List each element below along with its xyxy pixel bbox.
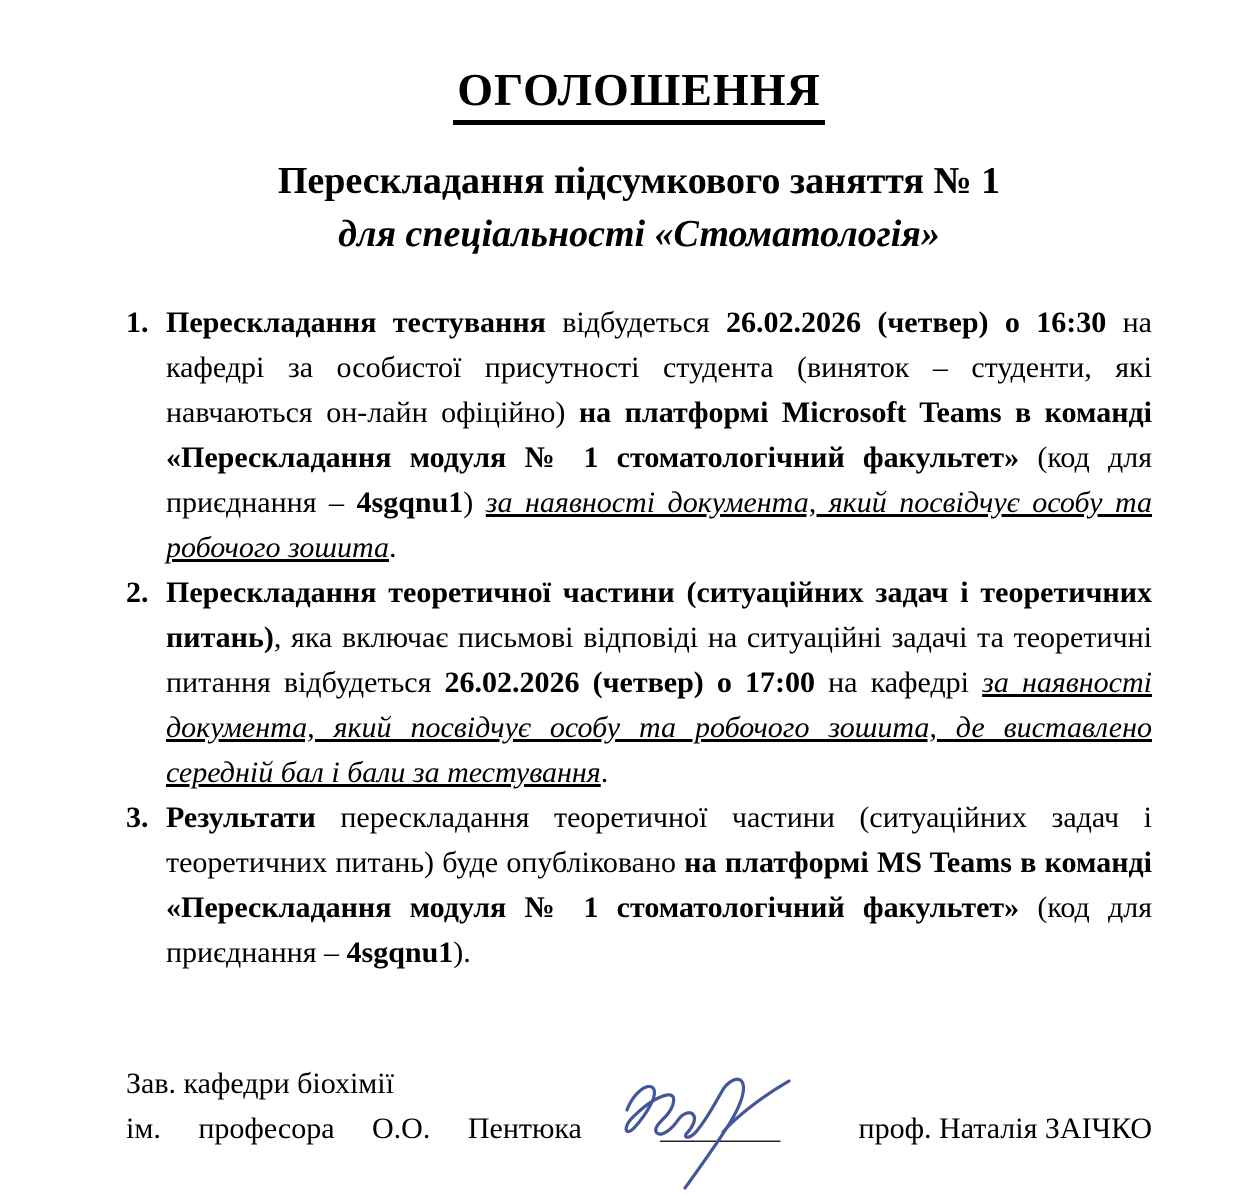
- announcement-list: [126, 300, 1152, 975]
- signature-role-line1: Зав. кафедри біохімії: [126, 1066, 394, 1100]
- signature-role-line2: ім. професора О.О. Пентюка: [126, 1111, 582, 1145]
- page-title-text: ОГОЛОШЕННЯ: [453, 62, 824, 125]
- document-subtitle: [126, 155, 1152, 261]
- item-number-2: 2.: [126, 575, 149, 609]
- signature-line: ________: [660, 1111, 781, 1145]
- list-item-2: [126, 570, 1152, 795]
- item-text-1: Перескладання тестування відбудеться 26.02.2026 (четвер) о 16:30 на кафедрі за особистої присутності студента (виняток – студенти, які навчаються он-лайн офіційно) на платформі Microsoft Teams в команді «Перескладання модуля № 1 стоматологічний факультет» (код для приєднання – 4sgqnu1) за наявності документа, який посвідчує особу та робочого зошита.: [166, 305, 1152, 564]
- item-text-3: Результати перескладання теоретичної частини (ситуаційних задач і теоретичних питань) буде опубліковано на платформі MS Teams в команді «Перескладання модуля № 1 стоматологічний факультет» (код для приєднання – 4sgqnu1).: [166, 800, 1152, 969]
- subtitle-line1: Перескладання підсумкового заняття № 1: [277, 160, 1001, 203]
- signature-block: [126, 1061, 1152, 1151]
- list-item-3: [126, 795, 1152, 975]
- signature-name-row: [126, 1106, 1152, 1151]
- signature-name: проф. Наталія ЗАІЧКО: [858, 1111, 1152, 1145]
- list-item-1: [126, 300, 1152, 570]
- item-text-2: Перескладання теоретичної частини (ситуаційних задач і теоретичних питань), яка включає письмові відповіді на ситуаційні задачі та теоретичні питання відбудеться 26.02.2026 (четвер) о 17:00 на кафедрі за наявності документа, який посвідчує особу та робочого зошита, де виставлено середній бал і бали за тестування.: [166, 575, 1152, 789]
- item-number-3: 3.: [126, 800, 149, 834]
- signature-area: [645, 1106, 795, 1151]
- item-number-1: 1.: [126, 305, 149, 339]
- subtitle-line2: для спеціальності «Стоматологія»: [338, 213, 940, 256]
- page-title: [126, 62, 1152, 125]
